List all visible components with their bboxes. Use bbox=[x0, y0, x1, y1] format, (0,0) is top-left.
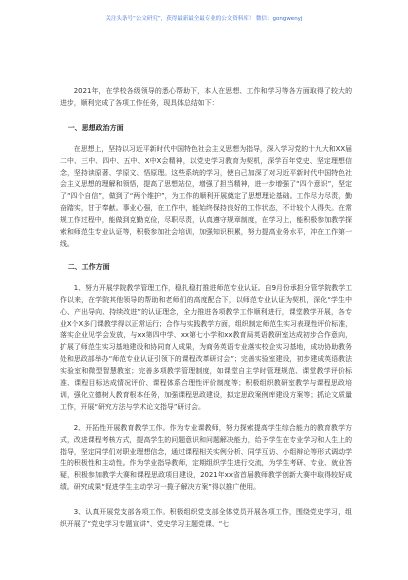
work-paragraph-3: 3、认真开展党支部各项工作。积极组织党支部全体党员开展各项工作，围绕党史学习，组织开展了“党史学习专题宣讲”、党史学习主题党课、“七 bbox=[60, 508, 352, 529]
section-heading-work: 二、工作方面 bbox=[67, 262, 110, 271]
work-paragraph-1: 1、努力开展学院教学管理工作，稳扎稳打推进师范专业认证。自9月份承担分管学院教学工作以来，在学院其他领导的帮助和老师们的高度配合下，以师范专业认证为契机，深化“学生中心、产出导向、持续改进”的认证理念，全力推进各项教学工作顺利进行，课堂教学开展，各专业X个X多门课教学得以正常运行；合作与实践教学方面，组织制定师范生实习表现性评价标准，落实企业见学会发放，与xx第四中学、xx第七小学和xx教育局英语教研室达成初步合作意向，扩展了师范生实习基地建设和协同育人成果，为商务英语专业落实校企实习基地，成功协助教务处和思政部举办“师范专业认证引领下的课程改革研讨会”；完善实验室建设，初步建成英语教法实验室和微型智慧教室；完善多项教学管理制度，如课堂自主学时管理规范、课堂教学评价标准、课程目标达成情况评价、课程体系合理性评价制度等；积极组织教研室教学与课程思政培训，强化立德树人教育根本任务，加强课程思政建设，拟定思政案例库建设方案等；抓论文质量工作，开展“研究方法与学术论文指导”研讨会。 bbox=[60, 283, 352, 411]
work-paragraph-2: 2、开拓性开展教育教学工作。作为专业课教师，努力探索提高学生综合能力的教育教学方式，改进课程考核方式，提高学生的问题意识和问题解决能力，给予学生在专业学习和人生上的指导，坚定同学们对职业理想信念，通过课程相关实例分析、同学互访、小组辩论等形式调动学生的积极性和主动性。作为学业指导教师，定期组织学生进行交流，为学生考研、专业、就业答疑，积极参加教学大赛和课程思政项目建设，2021年xx省首届教师教学创新大赛中取得较好成绩。研究成果“促进学生主动学习一揽子解决方案”得以推广使用。 bbox=[60, 423, 352, 492]
document-body bbox=[60, 86, 352, 531]
politics-paragraph: 在思想上，坚持以习近平新时代中国特色社会主义思想为指导，深入学习党的十九大和XX届二中、三中、四中、五中、X中X会精神，以党史学习教育为契机，深学百年党史、坚定理想信念，坚持读原著、学原文、悟原理。这些系统的学习，使自己加深了对习近平新时代中国特色社会主义思想的理解和领悟，提高了思想站位，增强了担当精神，进一步增强了“四个意识”，坚定了“四个自信”，做到了“两个维护”，为工作的顺利开展奠定了思想理论基础。工作尽力尽责，勤奋踏实，甘于奉献。事业心强，在工作中，能始终保持良好的工作状态，不计较个人得失。在常规工作过程中，能做到克勤克俭，尽职尽责，认真遵守规章制度，在学习上，能积极参加教学探索和师范生专业认证等，积极参加社会培训，加强知识积累，努力提高业务水平，冲在工作第一线。 bbox=[60, 144, 352, 248]
promo-banner[interactable]: 关注头条号“公文研究”，获得最新最全最专业的公文资料库！ 微信：gongwenyj bbox=[105, 16, 303, 22]
section-heading-politics: 一、思想政治方面 bbox=[67, 123, 124, 132]
intro-paragraph: 2021年，在学校各级领导的悉心帮助下，本人在思想、工作和学习等各方面取得了较大的进步，顺利完成了各项工作任务，现具体总结如下： bbox=[60, 87, 352, 107]
